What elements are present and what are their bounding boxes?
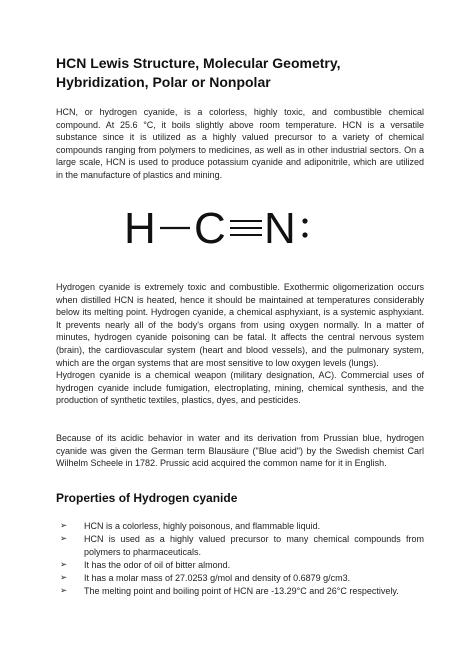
lone-pair [302,218,307,237]
list-item-text: HCN is a colorless, highly poisonous, and flammable liquid. [84,521,321,531]
list-item [60,533,424,558]
intro-paragraph: HCN, or hydrogen cyanide, is a colorless, highly toxic, and combustible chemical compound. At 25.6 °C, it boils slightly above room temperature. HCN is a versatile substance since it is utilized as a highly valued precursor to a variety of chemical compounds ranging from polymers to medicines, as well as in other industrial sectors. On a large scale, HCN is used to produce potassium cyanide and adiponitrile, which are utilized in the manufacture of plastics and mining. [56,107,424,180]
list-item [60,572,424,584]
list-item-text: It has the odor of oil of bitter almond. [84,559,231,570]
arrow-bullet-icon: ➢ [60,521,68,531]
history-paragraph: Because of its acidic behavior in water and its derivation from Prussian blue, hydrogen cyanide was given the German term Blausäure ("Blue acid") by the Swedish chemist Carl Wilhelm Scheele in 1782. Prussic acid acquired the common name for it in English. [56,433,424,469]
list-item [60,585,424,597]
atom-h: H [124,204,156,253]
list-item-text: The melting point and boiling point of HCN are -13.29°C and 26°C respectively. [84,586,399,597]
lewis-structure-drawing [122,200,352,256]
properties-heading: Properties of Hydrogen cyanide [56,491,238,505]
list-item [60,559,424,571]
atom-c: C [194,204,226,253]
toxicity-paragraph: Hydrogen cyanide is extremely toxic and combustible. Exothermic oligomerization occurs when distilled HCN is heated, hence it should be maintained at temperatures considerably below its melting point. Hydrogen cyanide, a chemical asphyxiant, is a systemic asphyxiant. It prevents nearly all of the body's organs from using oxygen normally. In a matter of minutes, hydrogen cyanide poisoning can be fatal. It affects the central nervous system (brain), the cardiovascular system (heart and blood vessels), and the pulmonary system, which are the organ systems that are most sensitive to low oxygen levels (lungs). Hydrogen cyanide is a chemical weapon (military designation, AC). Commercial uses of hydrogen cyanide include fumigation, electroplating, mining, chemical synthesis, and the production of synthetic textiles, plastics, dyes, and pesticides. [56,282,424,406]
triple-bond [230,221,262,235]
arrow-bullet-icon: ➢ [60,534,68,545]
hcn-lewis-structure [0,200,474,256]
properties-list [60,520,424,599]
arrow-bullet-icon: ➢ [60,586,68,597]
arrow-bullet-icon: ➢ [60,559,68,570]
list-item [60,520,424,532]
atom-n: N [264,204,296,253]
list-item-text: HCN is used as a highly valued precursor to many chemical compounds from polymers to pharmaceuticals. [84,534,424,557]
arrow-bullet-icon: ➢ [60,573,68,584]
document-title: HCN Lewis Structure, Molecular Geometry, Hybridization, Polar or Nonpolar [56,55,341,90]
list-item-text: It has a molar mass of 27.0253 g/mol and density of 0.6879 g/cm3. [84,573,351,584]
